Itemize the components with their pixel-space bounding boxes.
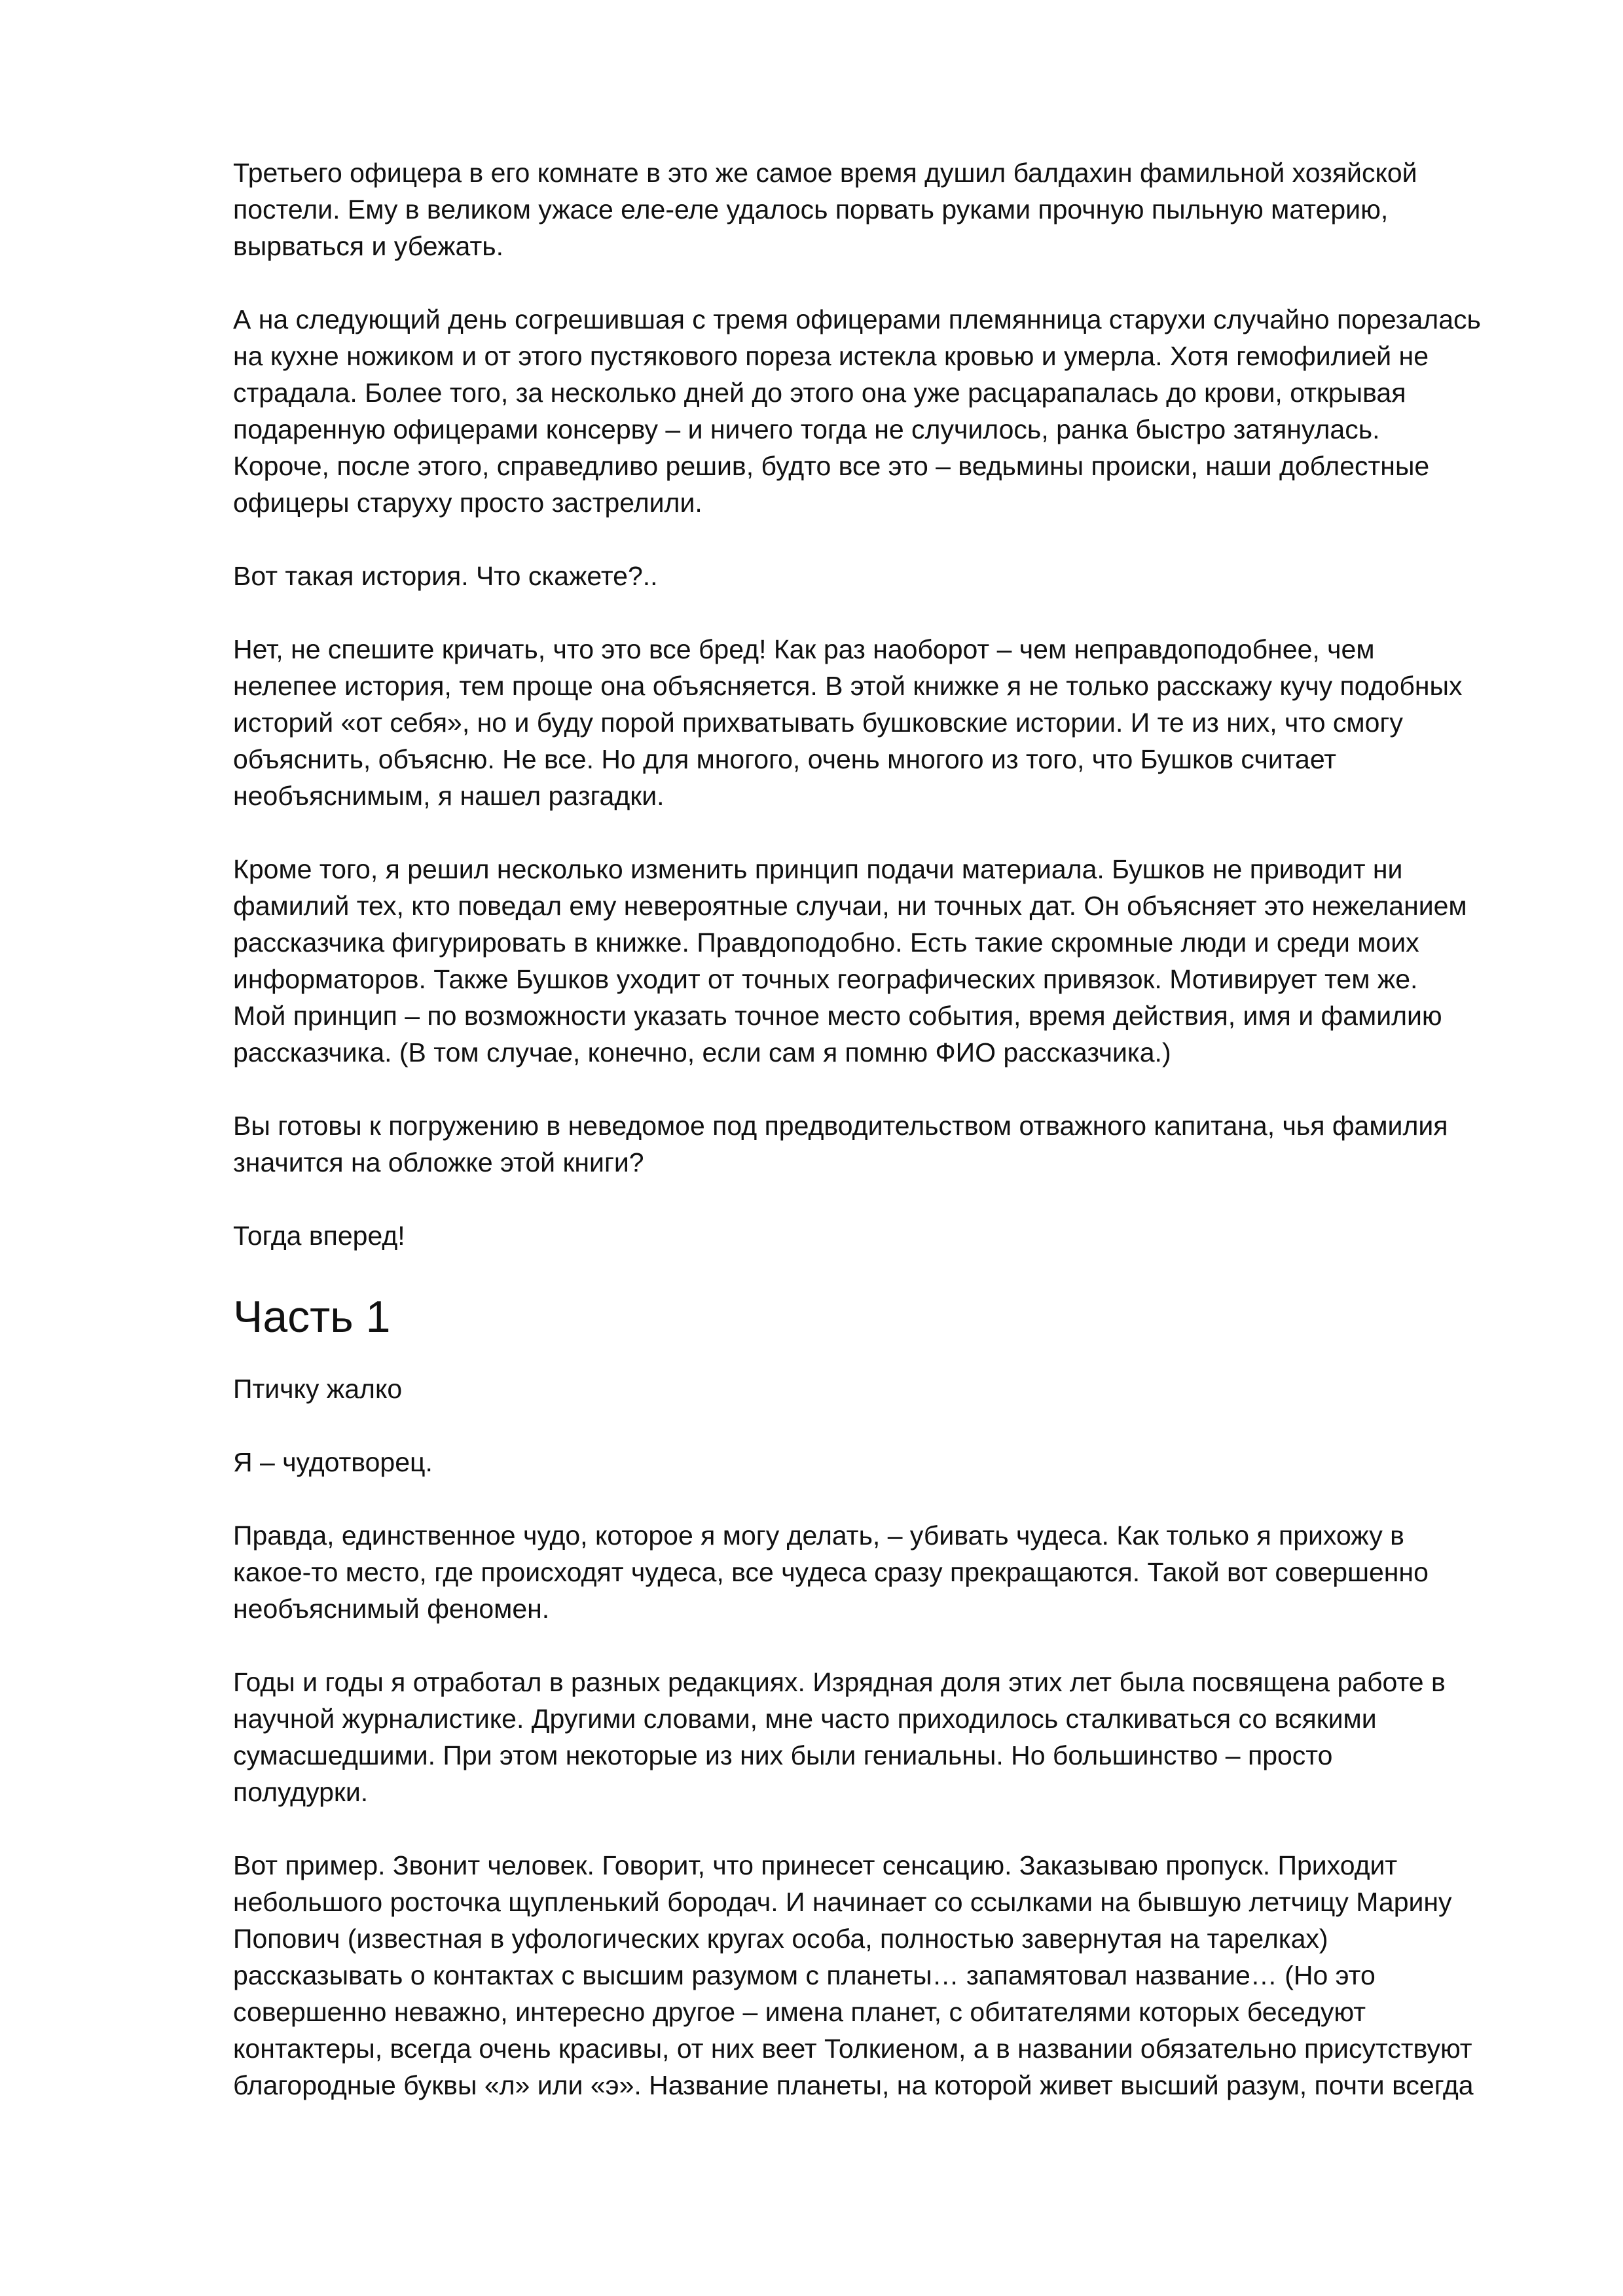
text-line: необъяснимым, я нашел разгадки. bbox=[233, 781, 665, 811]
text-line: Вот такая история. Что скажете?.. bbox=[233, 561, 658, 591]
text-line: сумасшедшими. При этом некоторые из них были гениальны. Но большинство – просто bbox=[233, 1740, 1333, 1770]
text-line: контактеры, всегда очень красивы, от них веет Толкиеном, а в названии обязательно присутствуют bbox=[233, 2034, 1472, 2064]
text-line: какое-то место, где происходят чудеса, все чудеса сразу прекращаются. Такой вот совершенно bbox=[233, 1557, 1429, 1587]
text-line: небольшого росточка щупленький бородач. И начинает со ссылками на бывшую летчицу Марину bbox=[233, 1887, 1452, 1917]
text-line: значится на обложке этой книги? bbox=[233, 1147, 644, 1177]
text-line: Птичку жалко bbox=[233, 1374, 403, 1404]
text-line: на кухне ножиком и от этого пустякового пореза истекла кровью и умерла. Хотя гемофилией не bbox=[233, 341, 1429, 371]
text-line: Тогда вперед! bbox=[233, 1221, 405, 1251]
paragraph-subtitle bbox=[233, 1371, 1516, 1407]
text-line: Третьего офицера в его комнате в это же самое время душил балдахин фамильной хозяйской bbox=[233, 158, 1417, 188]
text-line: Короче, после этого, справедливо решив, будто все это – ведьмины происки, наши доблестные bbox=[233, 451, 1430, 481]
paragraph-officer-canopy bbox=[233, 154, 1516, 264]
text-line: благородные буквы «л» или «э». Название планеты, на которой живет высший разум, почти всегда bbox=[233, 2070, 1474, 2100]
paragraph-niece bbox=[233, 301, 1516, 521]
text-line: вырваться и убежать. bbox=[233, 231, 503, 261]
text-line: научной журналистике. Другими словами, мне часто приходилось сталкиваться со всякими bbox=[233, 1704, 1377, 1734]
text-line: Я – чудотворец. bbox=[233, 1447, 433, 1477]
text-line: Мой принцип – по возможности указать точное место события, время действия, имя и фамилию bbox=[233, 1001, 1442, 1031]
text-line: Попович (известная в уфологических кругах особа, полностью завернутая на тарелках) bbox=[233, 1924, 1328, 1954]
paragraph-forward bbox=[233, 1217, 1516, 1254]
paragraph-presentation-principle bbox=[233, 851, 1516, 1071]
text-line: страдала. Более того, за несколько дней до этого она уже расцарапалась до крови, открывая bbox=[233, 378, 1406, 408]
paragraph-ready-question bbox=[233, 1107, 1516, 1181]
text-line: объяснить, объясню. Не все. Но для многого, очень многого из того, что Бушков считает bbox=[233, 744, 1337, 774]
text-line: Нет, не спешите кричать, что это все бред! Как раз наоборот – чем неправдоподобнее, чем bbox=[233, 634, 1375, 664]
text-line: постели. Ему в великом ужасе еле-еле удалось порвать руками прочную пыльную материю, bbox=[233, 194, 1389, 224]
text-line: фамилий тех, кто поведал ему невероятные случаи, ни точных дат. Он объясняет это нежеланием bbox=[233, 891, 1467, 921]
paragraph-example-caller bbox=[233, 1847, 1516, 2104]
chapter-heading: Часть 1 bbox=[233, 1292, 391, 1342]
text-line: историй «от себя», но и буду порой прихватывать бушковские истории. И те из них, что смогу bbox=[233, 708, 1403, 738]
text-line: полудурки. bbox=[233, 1777, 369, 1807]
paragraph-story-question bbox=[233, 558, 1516, 594]
text-line: рассказчика. (В том случае, конечно, если сам я помню ФИО рассказчика.) bbox=[233, 1037, 1171, 1067]
text-line: Вы готовы к погружению в неведомое под предводительством отважного капитана, чья фамилия bbox=[233, 1111, 1448, 1141]
paragraph-miracle-worker bbox=[233, 1444, 1516, 1480]
text-line: нелепее история, тем проще она объясняется. В этой книжке я не только расскажу кучу подобных bbox=[233, 671, 1463, 701]
text-line: рассказывать о контактах с высшим разумом с планеты… запамятовал название… (Но это bbox=[233, 1960, 1376, 1990]
text-line: совершенно неважно, интересно другое – имена планет, с обитателями которых беседуют bbox=[233, 1997, 1366, 2027]
text-line: офицеры старуху просто застрелили. bbox=[233, 488, 702, 518]
paragraph-killing-miracles bbox=[233, 1517, 1516, 1627]
text-line: информаторов. Также Бушков уходит от точных географических привязок. Мотивирует тем же. bbox=[233, 964, 1418, 994]
text-line: рассказчика фигурировать в книжке. Правдоподобно. Есть такие скромные люди и среди моих bbox=[233, 927, 1419, 958]
text-line: Годы и годы я отработал в разных редакциях. Изрядная доля этих лет была посвящена работе в bbox=[233, 1667, 1446, 1697]
text-line: Вот пример. Звонит человек. Говорит, что принесет сенсацию. Заказываю пропуск. Приходит bbox=[233, 1850, 1398, 1880]
text-line: подаренную офицерами консерву – и ничего тогда не случилось, ранка быстро затянулась. bbox=[233, 414, 1380, 444]
text-line: А на следующий день согрешившая с тремя офицерами племянница старухи случайно порезалась bbox=[233, 304, 1481, 334]
text-line: Кроме того, я решил несколько изменить принцип подачи материала. Бушков не приводит ни bbox=[233, 854, 1403, 884]
paragraph-editorial-years bbox=[233, 1664, 1516, 1810]
paragraph-not-nonsense bbox=[233, 631, 1516, 814]
document-body bbox=[233, 154, 1516, 2140]
text-line: необъяснимый феномен. bbox=[233, 1594, 550, 1624]
text-line: Правда, единственное чудо, которое я могу делать, – убивать чудеса. Как только я прихожу в bbox=[233, 1520, 1404, 1551]
